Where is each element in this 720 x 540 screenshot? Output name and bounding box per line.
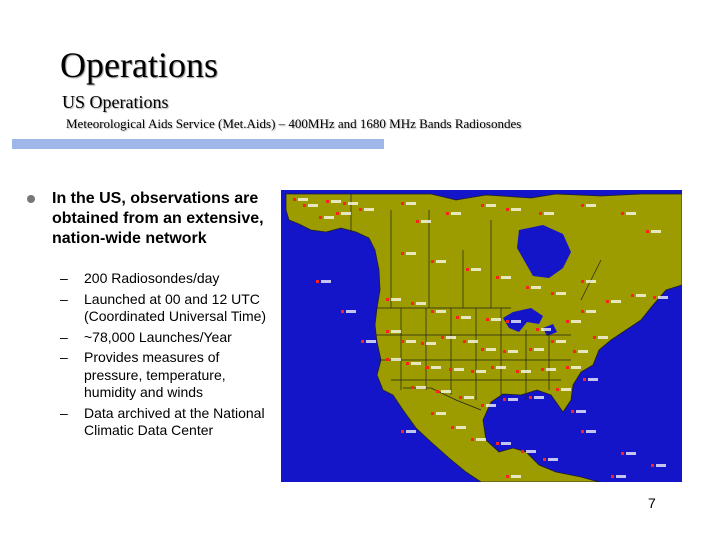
station-marker-icon [446, 212, 449, 215]
station-label-mark [426, 342, 436, 345]
station-label-mark [556, 340, 566, 343]
station-label-mark [416, 302, 426, 305]
station-marker-icon [621, 212, 624, 215]
station-label-mark [391, 358, 401, 361]
sub-bullet-text: Data archived at the National Climatic Data Center [84, 404, 265, 438]
dash-icon: – [60, 270, 68, 286]
station-marker-icon [481, 204, 484, 207]
station-marker-icon [463, 340, 466, 343]
station-marker-icon [471, 438, 474, 441]
station-label-mark [656, 464, 666, 467]
dash-icon: – [60, 290, 68, 307]
station-marker-icon [539, 212, 542, 215]
station-marker-icon [401, 252, 404, 255]
dash-icon: – [60, 404, 68, 421]
station-marker-icon [506, 320, 509, 323]
station-label-mark [406, 252, 416, 255]
station-marker-icon [491, 366, 494, 369]
station-marker-icon [386, 298, 389, 301]
slide-subsubtitle: Meteorological Aids Service (Met.Aids) – 400MHz and 1680 MHz Bands Radiosondes [66, 116, 522, 131]
station-label-mark [436, 310, 446, 313]
station-marker-icon [496, 276, 499, 279]
station-label-mark [476, 438, 486, 441]
station-marker-icon [529, 348, 532, 351]
station-marker-icon [401, 340, 404, 343]
station-label-mark [626, 452, 636, 455]
station-label-mark [366, 340, 376, 343]
station-label-mark [406, 430, 416, 433]
station-label-mark [508, 398, 518, 401]
station-marker-icon [566, 320, 569, 323]
sub-bullet-text: ~78,000 Launches/Year [84, 328, 232, 345]
station-label-mark [611, 300, 621, 303]
north-america-map-image [281, 190, 682, 482]
station-label-mark [586, 204, 596, 207]
station-label-mark [461, 316, 471, 319]
station-label-mark [521, 370, 531, 373]
station-label-mark [576, 410, 586, 413]
station-marker-icon [496, 442, 499, 445]
sub-bullet-list [56, 270, 271, 443]
station-label-mark [476, 370, 486, 373]
station-label-mark [436, 412, 446, 415]
station-label-mark [411, 362, 421, 365]
station-label-mark [416, 386, 426, 389]
station-marker-icon [611, 475, 614, 478]
station-label-mark [561, 388, 571, 391]
station-marker-icon [551, 340, 554, 343]
station-marker-icon [431, 260, 434, 263]
station-marker-icon [566, 366, 569, 369]
station-marker-icon [481, 404, 484, 407]
station-marker-icon [631, 294, 634, 297]
station-marker-icon [481, 348, 484, 351]
station-marker-icon [319, 216, 322, 219]
station-label-mark [586, 280, 596, 283]
station-label-mark [616, 475, 626, 478]
station-label-mark [348, 202, 358, 205]
station-label-mark [546, 368, 556, 371]
station-marker-icon [581, 430, 584, 433]
station-marker-icon [651, 464, 654, 467]
main-bullet: In the US, observations are obtained from an extensive, nation-wide network [52, 190, 264, 247]
station-marker-icon [293, 198, 296, 201]
station-marker-icon [503, 398, 506, 401]
station-label-mark [586, 430, 596, 433]
station-marker-icon [621, 452, 624, 455]
station-label-mark [578, 350, 588, 353]
station-label-mark [548, 458, 558, 461]
station-label-mark [441, 390, 451, 393]
station-label-mark [308, 204, 318, 207]
dash-icon: – [60, 328, 68, 345]
station-marker-icon [583, 378, 586, 381]
station-marker-icon [653, 296, 656, 299]
station-label-mark [496, 366, 506, 369]
sub-bullet [56, 405, 271, 440]
station-marker-icon [401, 202, 404, 205]
station-marker-icon [359, 208, 362, 211]
station-marker-icon [581, 310, 584, 313]
station-label-mark [486, 204, 496, 207]
sub-bullet [56, 291, 271, 326]
station-label-mark [636, 294, 646, 297]
station-label-mark [391, 330, 401, 333]
station-label-mark [454, 368, 464, 371]
station-label-mark [544, 212, 554, 215]
sub-bullet-text: 200 Radiosondes/day [84, 270, 220, 286]
station-marker-icon [593, 336, 596, 339]
station-marker-icon [503, 350, 506, 353]
station-label-mark [598, 336, 608, 339]
station-marker-icon [431, 310, 434, 313]
station-label-mark [588, 378, 598, 381]
station-label-mark [446, 336, 456, 339]
station-marker-icon [426, 366, 429, 369]
station-marker-icon [581, 280, 584, 283]
station-marker-icon [441, 336, 444, 339]
sub-bullet [56, 349, 271, 402]
station-marker-icon [336, 212, 339, 215]
station-label-mark [531, 286, 541, 289]
station-label-mark [556, 292, 566, 295]
station-marker-icon [459, 396, 462, 399]
station-label-mark [451, 212, 461, 215]
station-label-mark [298, 198, 308, 201]
station-marker-icon [386, 358, 389, 361]
station-label-mark [511, 320, 521, 323]
station-label-mark [501, 442, 511, 445]
station-marker-icon [326, 200, 329, 203]
station-label-mark [626, 212, 636, 215]
station-marker-icon [573, 350, 576, 353]
sub-bullet [56, 270, 271, 288]
station-marker-icon [451, 426, 454, 429]
station-label-mark [658, 296, 668, 299]
station-marker-icon [431, 412, 434, 415]
station-label-mark [501, 276, 511, 279]
station-label-mark [534, 396, 544, 399]
station-label-mark [324, 216, 334, 219]
station-marker-icon [506, 208, 509, 211]
station-marker-icon [529, 396, 532, 399]
station-label-mark [471, 268, 481, 271]
station-marker-icon [411, 302, 414, 305]
station-marker-icon [516, 370, 519, 373]
station-marker-icon [571, 410, 574, 413]
station-label-mark [406, 202, 416, 205]
station-marker-icon [303, 204, 306, 207]
station-marker-icon [646, 230, 649, 233]
bullet-icon [27, 195, 35, 203]
station-label-mark [321, 280, 331, 283]
station-label-mark [341, 212, 351, 215]
station-marker-icon [521, 450, 524, 453]
station-marker-icon [406, 362, 409, 365]
station-marker-icon [606, 300, 609, 303]
station-label-mark [346, 310, 356, 313]
station-marker-icon [411, 386, 414, 389]
station-marker-icon [341, 310, 344, 313]
station-label-mark [391, 298, 401, 301]
station-label-mark [586, 310, 596, 313]
station-marker-icon [486, 318, 489, 321]
dash-icon: – [60, 349, 68, 365]
station-marker-icon [581, 204, 584, 207]
station-marker-icon [556, 388, 559, 391]
station-marker-icon [449, 368, 452, 371]
station-marker-icon [506, 475, 509, 478]
title-divider [12, 139, 384, 149]
station-label-mark [491, 318, 501, 321]
station-marker-icon [316, 280, 319, 283]
station-marker-icon [421, 342, 424, 345]
slide-subtitle: US Operations [62, 92, 169, 112]
station-label-mark [571, 320, 581, 323]
station-marker-icon [466, 268, 469, 271]
station-label-mark [431, 366, 441, 369]
station-marker-icon [471, 370, 474, 373]
station-marker-icon [361, 340, 364, 343]
station-label-mark [508, 350, 518, 353]
station-label-mark [651, 230, 661, 233]
station-marker-icon [436, 390, 439, 393]
station-marker-icon [543, 458, 546, 461]
station-label-mark [421, 220, 431, 223]
station-marker-icon [416, 220, 419, 223]
sub-bullet-text: Provides measures of pressure, temperature, humidity and winds [84, 349, 226, 400]
station-label-mark [511, 208, 521, 211]
station-label-mark [486, 348, 496, 351]
station-label-mark [364, 208, 374, 211]
station-label-mark [436, 260, 446, 263]
station-label-mark [464, 396, 474, 399]
station-label-mark [468, 340, 478, 343]
station-marker-icon [401, 430, 404, 433]
station-label-mark [541, 328, 551, 331]
station-label-mark [534, 348, 544, 351]
page-number: 7 [648, 495, 656, 511]
station-marker-icon [526, 286, 529, 289]
station-label-mark [406, 340, 416, 343]
radiosonde-station-map [281, 190, 682, 482]
station-marker-icon [386, 330, 389, 333]
station-marker-icon [343, 202, 346, 205]
station-marker-icon [541, 368, 544, 371]
station-marker-icon [536, 328, 539, 331]
station-label-mark [486, 404, 496, 407]
station-marker-icon [551, 292, 554, 295]
station-label-mark [331, 200, 341, 203]
sub-bullet-text: Launched at 00 and 12 UTC (Coordinated Universal Time) [84, 290, 267, 324]
station-label-mark [511, 475, 521, 478]
station-label-mark [571, 366, 581, 369]
station-label-mark [456, 426, 466, 429]
station-marker-icon [456, 316, 459, 319]
station-label-mark [526, 450, 536, 453]
sub-bullet [56, 329, 271, 347]
slide-title: Operations [60, 45, 218, 85]
